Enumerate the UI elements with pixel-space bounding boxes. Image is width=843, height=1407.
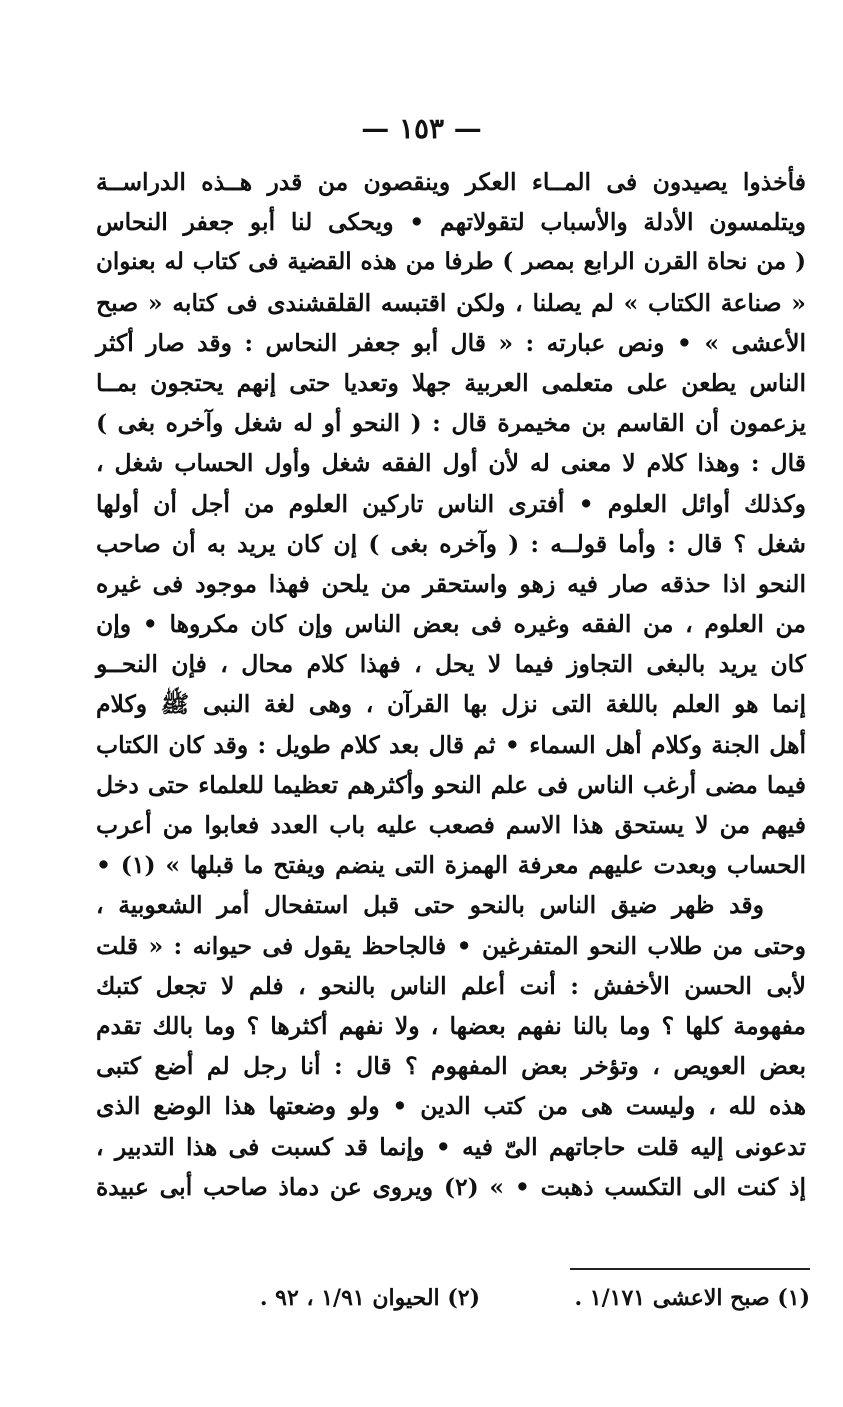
- page-number: — ١٥٣ —: [361, 112, 482, 145]
- text-line: ويتلمسون الأدلة والأسباب لتقولاتهم • ويحكى لنا أبو جعفر النحاس: [96, 208, 806, 237]
- text-line: فأخذوا يصيدون فى المــاء العكر وينقصون من قدر هــذه الدراســة: [96, 168, 806, 196]
- text-line: بعض العويص ، وتؤخر بعض المفهوم ؟ قال : أنا رجل لم أضع كتبى: [96, 1052, 806, 1081]
- text-line: يزعمون أن القاسم بن مخيمرة قال : ( النحو أو له شغل وآخره بغى ): [96, 409, 806, 438]
- footnote-1: (١) صبح الاعشى ١/١٧١ .: [574, 1285, 810, 1311]
- footnote-divider: [570, 1268, 810, 1270]
- text-line: إنما هو العلم باللغة التى نزل بها القرآن ، وهى لغة النبى ﷺ وكلام: [96, 690, 806, 719]
- footnote-2: (٢) الحيوان ١/٩١ ، ٩٢ .: [259, 1285, 480, 1311]
- body-text: [96, 162, 806, 1207]
- text-line: شغل ؟ قال : وأما قولــه : ( وآخره بغى ) إن كان يريد به أن صاحب: [96, 529, 806, 558]
- text-line: لأبى الحسن الأخفش : أنت أعلم الناس بالنحو ، فلم لا تجعل كتبك: [96, 971, 806, 1000]
- text-line: من العلوم ، من الفقه وغيره فى بعض الناس وإن كان مكروها • وإن: [96, 610, 806, 639]
- text-line: مفهومة كلها ؟ وما بالنا نفهم بعضها ، ولا نفهم أكثرها ؟ وما بالك تقدم: [96, 1011, 806, 1040]
- text-line-paragraph-start: وقد ظهر ضيق الناس بالنحو حتى قبل استفحال أمر الشعوبية ،: [96, 891, 764, 920]
- text-line: تدعونى إليه قلت حاجاتهم الىّ فيه • وإنما قد كسبت فى هذا التدبير ،: [96, 1132, 806, 1161]
- text-line: « صناعة الكتاب » لم يصلنا ، ولكن اقتبسه القلقشندى فى كتابه « صبح: [96, 288, 806, 317]
- text-line: إذ كنت الى التكسب ذهبت • » (٢) ويروى عن دماذ صاحب أبى عبيدة: [96, 1172, 806, 1201]
- text-line: فيهم من لا يستحق هذا الاسم فصعب عليه باب العدد فعابوا من أعرب: [96, 811, 806, 839]
- text-line: ( من نحاة القرن الرابع بمصر ) طرفا من هذه القضية فى كتاب له بعنوان: [96, 248, 806, 276]
- text-line: قال : وهذا كلام لا معنى له لأن أول الفقه شغل وأول الحساب شغل ،: [96, 449, 806, 478]
- text-line: وحتى من طلاب النحو المتفرغين • فالجاحظ يقول فى حيوانه : « قلت: [96, 931, 806, 960]
- text-line: هذه لله ، وليست هى من كتب الدين • ولو وضعتها هذا الوضع الذى: [96, 1092, 806, 1121]
- text-line: كان يريد بالبغى التجاوز فيما لا يحل ، فهذا كلام محال ، فإن النحــو: [96, 650, 806, 679]
- text-line: الحساب وبعدت عليهم معرفة الهمزة التى ينضم ويفتح ما قبلها » (١) •: [96, 851, 807, 880]
- text-line: فيما مضى أرغب الناس فى علم النحو وأكثرهم تعظيما للعلماء حتى دخل: [96, 770, 806, 799]
- footnotes: [120, 1280, 810, 1316]
- text-line: النحو اذا حذقه صار فيه زهو واستحقر من يلحن فهذا موجود فى غيره: [96, 569, 806, 598]
- text-line: أهل الجنة وكلام أهل السماء • ثم قال بعد كلام طويل : وقد كان الكتاب: [96, 730, 806, 759]
- text-line: الأعشى » • ونص عبارته : « قال أبو جعفر النحاس : وقد صار أكثر: [96, 328, 806, 357]
- text-line: الناس يطعن على متعلمى العربية جهلا وتعديا حتى إنهم يحتجون بمــا: [96, 368, 806, 397]
- text-line: وكذلك أوائل العلوم • أفترى الناس تاركين العلوم من أجل أن أولها: [96, 489, 806, 518]
